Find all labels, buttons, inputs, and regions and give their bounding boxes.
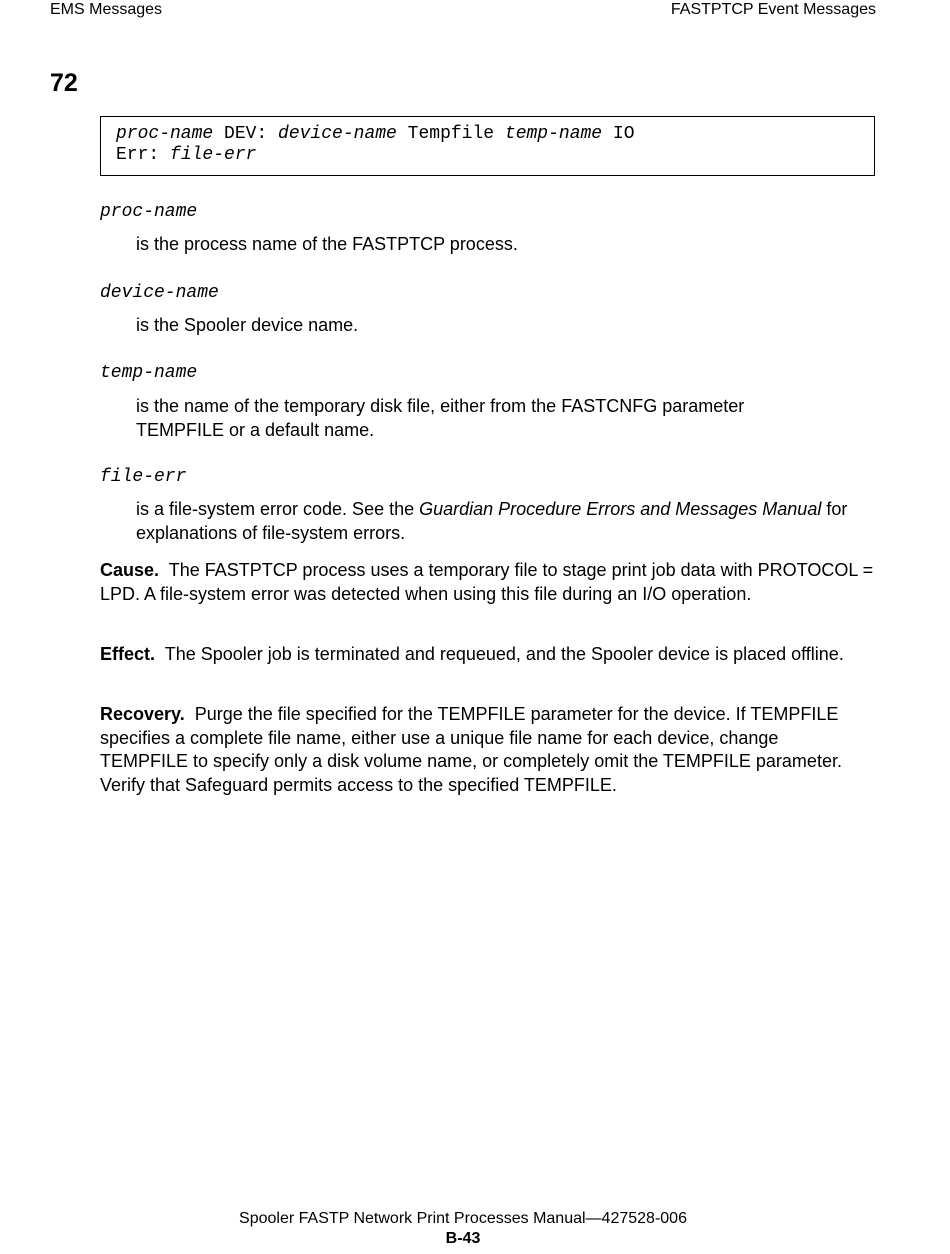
message-number: 72 (50, 69, 78, 97)
recovery-paragraph (100, 703, 870, 797)
running-header-right: FASTPTCP Event Messages (670, 1, 876, 18)
desc-text: for explanations of file-system errors. (136, 499, 848, 543)
effect-label: Effect. (100, 644, 156, 664)
footer-manual-title: Spooler FASTP Network Print Processes Manual—427528-006 (239, 1210, 687, 1227)
effect-paragraph (100, 643, 880, 667)
param-name-file-err: file-err (100, 467, 187, 487)
syntax-token: DEV: (213, 124, 279, 144)
syntax-line-1 (116, 124, 859, 145)
effect-text: The Spooler job is terminated and requeued, and the Spooler device is placed offline. (164, 644, 844, 664)
running-header-left: EMS Messages (50, 1, 163, 18)
manual-reference: Guardian Procedure Errors and Messages Manual (419, 499, 822, 519)
param-name-temp-name: temp-name (100, 363, 198, 383)
param-desc-device-name: is the Spooler device name. (136, 315, 359, 335)
syntax-token: file-err (170, 145, 257, 165)
footer-page-number: B-43 (445, 1230, 481, 1247)
param-name-device-name: device-name (100, 283, 219, 303)
param-name-proc-name: proc-name (100, 202, 198, 222)
recovery-label: Recovery. (100, 704, 185, 724)
param-desc-temp-name: is the name of the temporary disk file, either from the FASTCNFG parameter TEMPFILE or a default name. (136, 396, 745, 440)
syntax-line-2 (116, 145, 859, 166)
cause-paragraph (100, 559, 880, 606)
syntax-token: IO (602, 124, 635, 144)
param-desc-proc-name: is the process name of the FASTPTCP process. (136, 234, 518, 254)
syntax-token: Tempfile (396, 124, 505, 144)
syntax-token: Err: (116, 145, 171, 165)
syntax-token: temp-name (504, 124, 603, 144)
param-desc-file-err (136, 498, 856, 545)
message-syntax-box (100, 116, 875, 176)
cause-text: The FASTPTCP process uses a temporary file to stage print job data with PROTOCOL = LPD. A file-system error was detected when using this file during an I/O operation. (100, 560, 874, 604)
cause-label: Cause. (100, 560, 160, 580)
desc-text: is a file-system error code. See the (136, 499, 420, 519)
syntax-token: device-name (278, 124, 397, 144)
syntax-token: proc-name (116, 124, 214, 144)
recovery-text: Purge the file specified for the TEMPFILE parameter for the device. If TEMPFILE specifies a complete file name, either use a unique file name for each device, change TEMPFILE to specify only a disk volume name, or completely omit the TEMPFILE parameter. Verify that Safeguard permits access to the specified TEMPFILE. (100, 704, 842, 795)
